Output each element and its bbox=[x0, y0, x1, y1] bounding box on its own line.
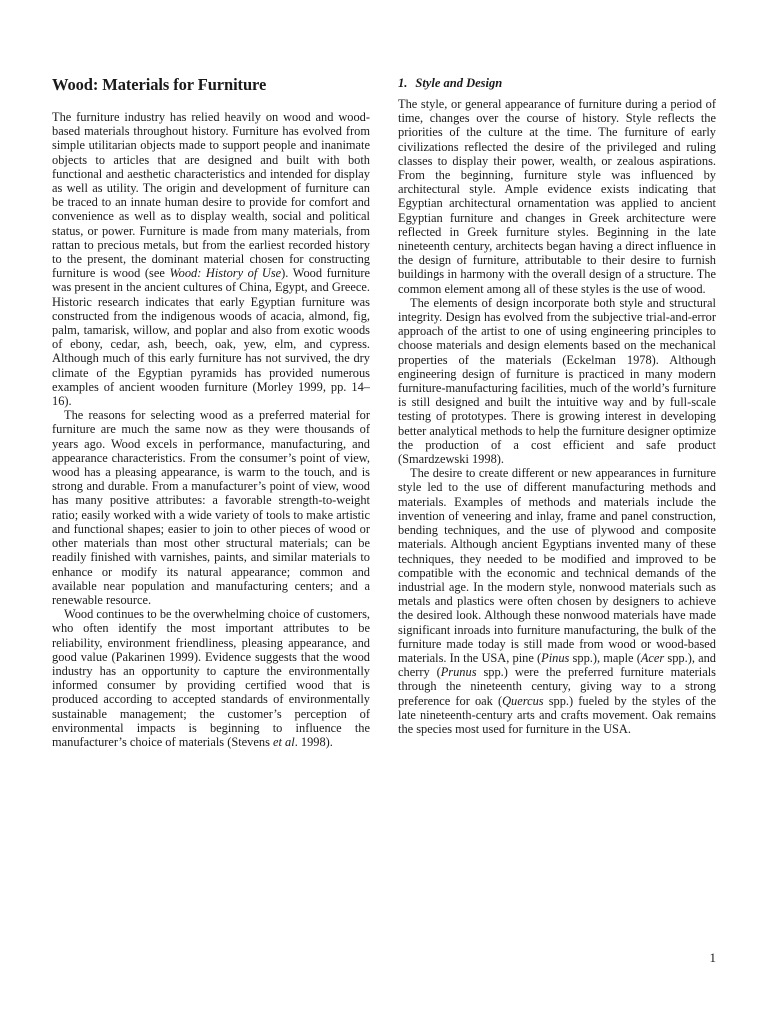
intro-paragraph bbox=[52, 110, 370, 408]
article-title: Wood: Materials for Furniture bbox=[52, 75, 267, 94]
text-run: The furniture industry has relied heavily on wood and wood-based materials throughout history. Furniture has evolved from simple utilitarian objects made to support people and inanimate objects to articles that are designed and built with both functional and aesthetic characteristics and intended for display as well as utility. The origin and development of furniture can be traced to an innate human desire to provide for comfort and convenience as well as to display wealth, social and political status, or power. Furniture is made from many materials, from rattan to precious metals, but from the earliest recorded history to the present, the dominant material chosen for constructing furniture is wood (see bbox=[52, 110, 370, 281]
text-run: spp.) fueled by the styles of the late nineteenth-century arts and crafts movement. Oak remains the species most used for furniture in the USA. bbox=[398, 693, 716, 736]
customers-paragraph bbox=[52, 607, 370, 749]
italic-text-run: Wood: History of Use bbox=[169, 266, 282, 281]
materials-paragraph bbox=[398, 466, 716, 736]
right-column bbox=[398, 74, 716, 736]
section-heading bbox=[398, 75, 716, 91]
left-column bbox=[52, 74, 370, 749]
text-run: ). Wood furniture was present in the ancient cultures of China, Egypt, and Greece. Historic research indicates that early Egyptian furniture was constructed from the indigenous woods of acacia, almond, fig, palm, tamarisk, willow, and poplar and also from exotic woods of ebony, cedar, ash, beech, oak, yew, elm, and cypress. Although much of this early furniture has not survived, the dry climate of the Egyptian pyramids has provided numerous examples of ancient wooden furniture (Morley 1999, pp. 14–16). bbox=[52, 266, 370, 409]
text-run: spp.), and cherry ( bbox=[398, 650, 716, 680]
design-elements-paragraph bbox=[398, 296, 716, 466]
section-title: Style and Design bbox=[415, 76, 503, 90]
text-run: . 1998). bbox=[294, 734, 333, 749]
text-run: spp.) were the preferred furniture materials through the nineteenth century, giving way to a strong preference for oak ( bbox=[398, 665, 716, 708]
page-number: 1 bbox=[709, 950, 716, 965]
italic-text-run: et al bbox=[273, 734, 295, 749]
text-run: The desire to create different or new appearances in furniture style led to the use of different manufacturing methods and materials. Examples of methods and materials include the invention of veneering and inlay, frame and panel construction, bending techniques, and the use of plywood and composite materials. Although ancient Egyptians invented many of these techniques, they needed to be modified and improved to be compatible with the economic and technical demands of the industrial age. In the modern style, nonwood materials such as metals and plastics were often chosen by designers to achieve the desired look. Although these nonwood materials have made significant inroads into furniture manufacturing, the bulk of the furniture made today is still made from wood or wood-based materials. In the USA, pine ( bbox=[398, 466, 716, 665]
style-paragraph bbox=[398, 97, 716, 296]
italic-text-run: Prunus bbox=[440, 665, 477, 680]
italic-text-run: Acer bbox=[640, 650, 665, 665]
text-run: The elements of design incorporate both style and structural integrity. Design has evolved from the subjective trial-and-error approach of the artist to one of using engineering principles to choose materials and design elements based on the mechanical properties of the materials (Eckelman 1978). Although engineering design of furniture is practiced in many modern furniture-manufacturing facilities, much of the world’s furniture is still designed and built the intuitive way and by full-scale testing of prototypes. There is growing interest in developing better analytical methods to help the furniture designer optimize the production of a cost efficient and safe product (Smardzewski 1998). bbox=[398, 295, 716, 467]
section-number: 1. bbox=[398, 76, 408, 90]
text-run: The style, or general appearance of furniture during a period of time, changes over the course of history. Style reflects the priorities of the culture at the time. The furniture of early civilizations reflected the desire of the privileged and ruling classes to display their power, wealth, or zealous aspirations. From the beginning, furniture style was influenced by architectural style. Ample evidence exists indicating that Egyptian architectural ornamentation was applied to ancient Egyptian furniture and changes in Greek architecture were reflected in Greek furniture styles. Beginning in the late nineteenth century, architects began having a direct influence in the design of furniture, attributable to their desire to furnish buildings in harmony with the overall design of a structure. The common element among all of these styles is the use of wood. bbox=[398, 97, 716, 296]
reasons-paragraph bbox=[52, 408, 370, 607]
italic-text-run: Pinus bbox=[541, 650, 570, 665]
text-run: Wood continues to be the overwhelming choice of customers, who often identify the most important attributes to be reliability, environment friendliness, pleasing appearance, and good value (Pakarinen 1999). Evidence suggests that the wood industry has an opportunity to capture the environmentally informed consumer by providing certified wood that is produced according to accepted standards of environmentally sustainable management; the customer’s perception of environmental impacts is beginning to influence the manufacturer’s choice of materials (Stevens bbox=[52, 607, 370, 749]
italic-text-run: Quercus bbox=[502, 693, 544, 708]
text-run: spp.), maple ( bbox=[569, 650, 641, 665]
text-run: The reasons for selecting wood as a preferred material for furniture are much the same now as they were thousands of years ago. Wood excels in performance, manufacturing, and appearance characteristics. From the consumer’s point of view, wood has a pleasing appearance, is warm to the touch, and is strong and durable. From a manufacturer’s point of view, wood has many positive attributes: a favorable strength-to-weight ratio; easily worked with a wide variety of tools to make artistic and functional shapes; easier to join to other pieces of wood or other materials than most other structural materials; can be readily finished with varnishes, paints, and similar materials to enhance or modify its natural appearance; common and available near population and manufacturing centers; and a renewable resource. bbox=[52, 408, 370, 607]
